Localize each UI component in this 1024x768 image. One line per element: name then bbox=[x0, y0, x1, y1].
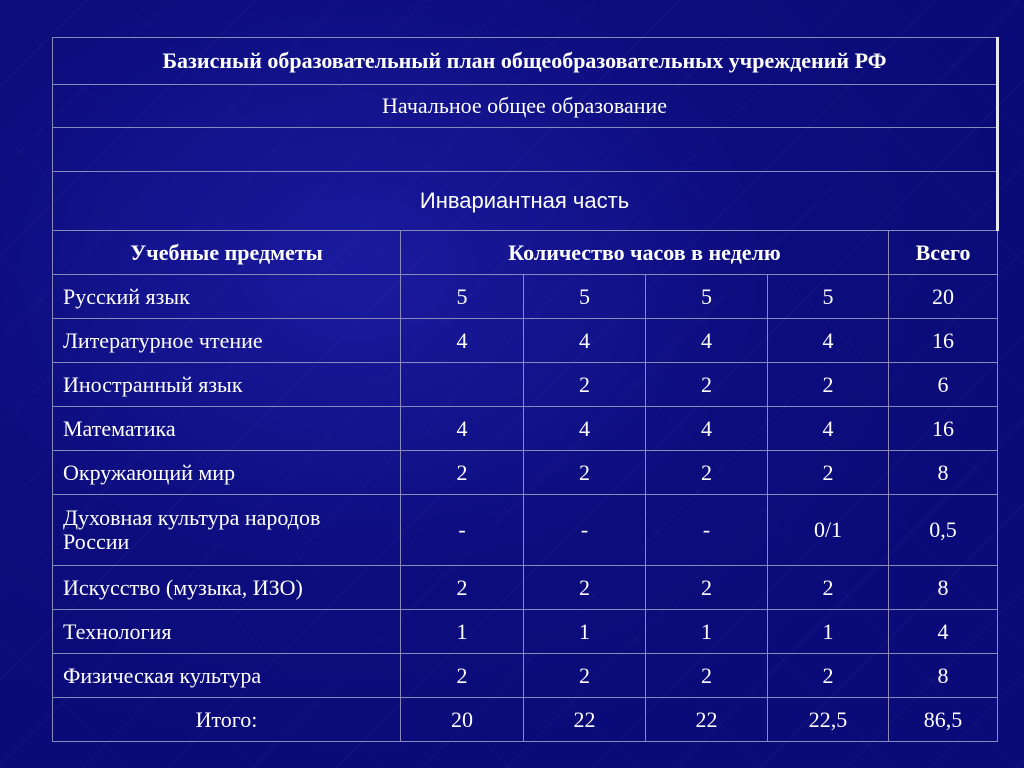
hours-cell: 2 bbox=[646, 451, 768, 495]
hours-cell: 2 bbox=[401, 451, 524, 495]
hours-cell: 2 bbox=[768, 451, 889, 495]
table-row bbox=[53, 363, 998, 407]
total-cell: 20 bbox=[889, 275, 998, 319]
hours-cell: 4 bbox=[401, 319, 524, 363]
total-cell: 8 bbox=[889, 654, 998, 698]
hours-cell: 2 bbox=[524, 363, 646, 407]
hours-cell: 5 bbox=[401, 275, 524, 319]
hours-cell: 5 bbox=[646, 275, 768, 319]
hours-cell: - bbox=[524, 495, 646, 566]
total-cell: 0,5 bbox=[889, 495, 998, 566]
hours-cell: 2 bbox=[768, 363, 889, 407]
total-cell: 4 bbox=[889, 610, 998, 654]
hours-total-cell: 20 bbox=[401, 698, 524, 742]
hours-cell: 4 bbox=[646, 407, 768, 451]
hours-cell: - bbox=[646, 495, 768, 566]
table-row bbox=[53, 407, 998, 451]
hours-cell: 2 bbox=[524, 654, 646, 698]
total-cell: 16 bbox=[889, 319, 998, 363]
subject-cell: Искусство (музыка, ИЗО) bbox=[53, 566, 401, 610]
header-row bbox=[53, 231, 998, 275]
hours-total-cell: 22 bbox=[524, 698, 646, 742]
table-row bbox=[53, 275, 998, 319]
table-row bbox=[53, 495, 998, 566]
hours-cell bbox=[401, 363, 524, 407]
section-title: Инвариантная часть bbox=[53, 172, 998, 231]
header-subjects: Учебные предметы bbox=[53, 231, 401, 275]
hours-cell: 5 bbox=[768, 275, 889, 319]
hours-cell: 1 bbox=[768, 610, 889, 654]
hours-cell: 4 bbox=[401, 407, 524, 451]
subject-cell: Духовная культура народов России bbox=[53, 495, 401, 566]
table-title: Базисный образовательный план общеобразовательных учреждений РФ bbox=[53, 38, 998, 85]
table-row bbox=[53, 566, 998, 610]
hours-cell: 2 bbox=[768, 566, 889, 610]
subject-cell: Окружающий мир bbox=[53, 451, 401, 495]
curriculum-table bbox=[52, 37, 999, 742]
subject-cell: Математика bbox=[53, 407, 401, 451]
total-cell: 6 bbox=[889, 363, 998, 407]
hours-cell: 1 bbox=[524, 610, 646, 654]
header-total: Всего bbox=[889, 231, 998, 275]
hours-cell: 2 bbox=[524, 566, 646, 610]
hours-total-cell: 22 bbox=[646, 698, 768, 742]
hours-cell: 4 bbox=[768, 319, 889, 363]
subject-cell: Технология bbox=[53, 610, 401, 654]
hours-cell: 4 bbox=[524, 319, 646, 363]
hours-cell: 1 bbox=[646, 610, 768, 654]
total-cell: 8 bbox=[889, 566, 998, 610]
table-row bbox=[53, 610, 998, 654]
table-row bbox=[53, 654, 998, 698]
table-subtitle: Начальное общее образование bbox=[53, 85, 998, 128]
header-hours: Количество часов в неделю bbox=[401, 231, 889, 275]
hours-cell: 2 bbox=[524, 451, 646, 495]
hours-cell: 2 bbox=[401, 566, 524, 610]
total-label: Итого: bbox=[53, 698, 401, 742]
subject-cell: Иностранный язык bbox=[53, 363, 401, 407]
empty-row bbox=[53, 128, 998, 172]
hours-cell: 1 bbox=[401, 610, 524, 654]
hours-cell: 2 bbox=[646, 566, 768, 610]
table-row bbox=[53, 451, 998, 495]
hours-cell: 2 bbox=[401, 654, 524, 698]
total-cell: 16 bbox=[889, 407, 998, 451]
hours-total-cell: 22,5 bbox=[768, 698, 889, 742]
hours-cell: - bbox=[401, 495, 524, 566]
hours-cell: 2 bbox=[646, 363, 768, 407]
subject-cell: Русский язык bbox=[53, 275, 401, 319]
grand-total-cell: 86,5 bbox=[889, 698, 998, 742]
total-row bbox=[53, 698, 998, 742]
subject-cell: Физическая культура bbox=[53, 654, 401, 698]
hours-cell: 4 bbox=[768, 407, 889, 451]
hours-cell: 4 bbox=[524, 407, 646, 451]
table-row bbox=[53, 319, 998, 363]
total-cell: 8 bbox=[889, 451, 998, 495]
hours-cell: 0/1 bbox=[768, 495, 889, 566]
hours-cell: 2 bbox=[646, 654, 768, 698]
hours-cell: 4 bbox=[646, 319, 768, 363]
hours-cell: 2 bbox=[768, 654, 889, 698]
hours-cell: 5 bbox=[524, 275, 646, 319]
subject-cell: Литературное чтение bbox=[53, 319, 401, 363]
